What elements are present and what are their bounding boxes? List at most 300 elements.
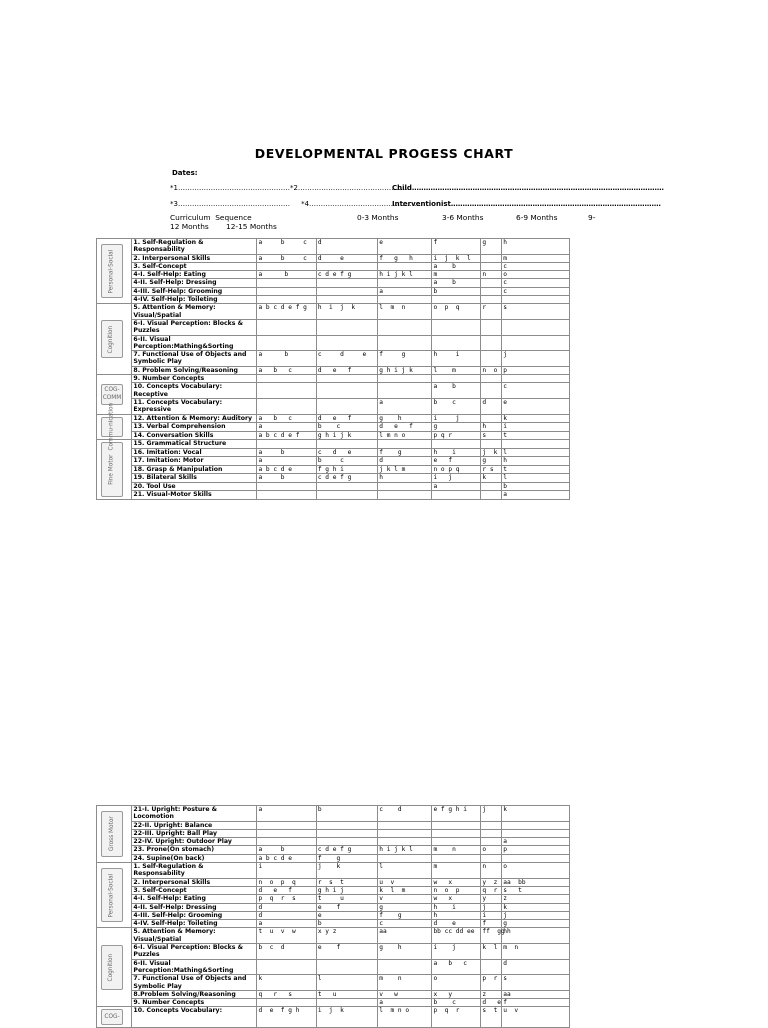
- progress-cell[interactable]: b: [316, 806, 377, 822]
- progress-cell[interactable]: l m n o: [378, 431, 432, 440]
- domain-cell: [97, 806, 132, 863]
- progress-cell[interactable]: f g h: [378, 254, 432, 262]
- progress-cell[interactable]: m n: [502, 944, 570, 960]
- table-row: [97, 383, 570, 399]
- progress-cell[interactable]: [378, 262, 432, 270]
- progress-cell[interactable]: [502, 319, 570, 335]
- progress-cell[interactable]: n o p: [432, 886, 481, 894]
- domain-label-text: Gross Motor: [108, 816, 115, 852]
- progress-cell[interactable]: d e f g h: [257, 1007, 316, 1028]
- progress-cell[interactable]: n o: [481, 366, 502, 374]
- progress-cell[interactable]: [481, 959, 502, 975]
- progress-cell[interactable]: f g: [378, 911, 432, 919]
- progress-cell[interactable]: y: [481, 895, 502, 903]
- progress-cell[interactable]: a b c d e: [257, 465, 316, 473]
- progress-cell[interactable]: [378, 959, 432, 975]
- progress-cell[interactable]: [316, 999, 377, 1007]
- progress-cell[interactable]: [378, 829, 432, 837]
- progress-cell[interactable]: [502, 375, 570, 383]
- progress-cell[interactable]: d: [502, 959, 570, 975]
- progress-cell[interactable]: x y z: [316, 928, 377, 944]
- progress-cell[interactable]: k: [502, 903, 570, 911]
- progress-cell[interactable]: [257, 375, 316, 383]
- progress-cell[interactable]: [481, 254, 502, 262]
- progress-cell[interactable]: v: [378, 895, 432, 903]
- progress-cell[interactable]: k l m: [378, 886, 432, 894]
- progress-cell[interactable]: [378, 482, 432, 490]
- progress-cell[interactable]: a b c: [257, 239, 316, 255]
- progress-cell[interactable]: a b: [432, 279, 481, 287]
- table-row: [97, 431, 570, 440]
- progress-cell[interactable]: y z: [481, 878, 502, 886]
- progress-cell[interactable]: [378, 854, 432, 862]
- progress-cell[interactable]: a: [378, 287, 432, 295]
- progress-cell[interactable]: t u: [316, 990, 377, 998]
- progress-cell[interactable]: n o p q: [257, 878, 316, 886]
- progress-cell[interactable]: hh: [502, 928, 570, 944]
- interventionist-field[interactable]: Interventionist………………………………………………………………………………: [392, 200, 661, 208]
- progress-cell[interactable]: a b c d e f: [257, 431, 316, 440]
- progress-cell[interactable]: aa: [502, 990, 570, 998]
- progress-cell[interactable]: l: [316, 975, 377, 991]
- progress-cell[interactable]: a: [378, 999, 432, 1007]
- progress-cell[interactable]: n: [481, 271, 502, 279]
- skill-label: 4-IV. Self-Help: Toileting: [132, 296, 257, 304]
- progress-cell[interactable]: d: [481, 398, 502, 414]
- progress-cell[interactable]: c: [378, 920, 432, 928]
- progress-cell[interactable]: [432, 375, 481, 383]
- progress-cell[interactable]: a b c d e: [257, 854, 316, 862]
- progress-cell[interactable]: j k: [481, 448, 502, 456]
- progress-cell[interactable]: [432, 821, 481, 829]
- progress-cell[interactable]: b c: [316, 457, 377, 465]
- progress-cell[interactable]: [316, 821, 377, 829]
- progress-cell[interactable]: i: [257, 863, 316, 879]
- progress-cell[interactable]: d e f: [316, 414, 377, 423]
- progress-cell[interactable]: b c: [316, 423, 377, 432]
- domain-cell: [97, 239, 132, 304]
- progress-cell[interactable]: i j: [432, 474, 481, 482]
- progress-cell[interactable]: h: [432, 911, 481, 919]
- progress-cell[interactable]: a: [257, 920, 316, 928]
- progress-cell[interactable]: g h: [378, 414, 432, 423]
- progress-cell[interactable]: [502, 829, 570, 837]
- progress-cell[interactable]: k l: [481, 944, 502, 960]
- progress-cell[interactable]: [432, 838, 481, 846]
- progress-cell[interactable]: o: [502, 271, 570, 279]
- progress-cell[interactable]: g h i j k: [378, 366, 432, 374]
- progress-cell[interactable]: a b c: [257, 254, 316, 262]
- progress-cell[interactable]: [481, 440, 502, 448]
- progress-cell[interactable]: l m: [432, 366, 481, 374]
- progress-cell[interactable]: t: [502, 431, 570, 440]
- progress-cell[interactable]: s t: [481, 1007, 502, 1028]
- progress-cell[interactable]: a b: [257, 448, 316, 456]
- progress-cell[interactable]: [502, 854, 570, 862]
- progress-cell[interactable]: [257, 287, 316, 295]
- progress-cell[interactable]: [432, 296, 481, 304]
- progress-cell[interactable]: i j: [432, 944, 481, 960]
- progress-cell[interactable]: [378, 838, 432, 846]
- progress-cell[interactable]: h: [502, 457, 570, 465]
- progress-cell[interactable]: u v: [502, 1007, 570, 1028]
- progress-cell[interactable]: l: [378, 863, 432, 879]
- progress-cell[interactable]: [481, 335, 502, 351]
- progress-cell[interactable]: n: [481, 863, 502, 879]
- progress-cell[interactable]: s: [502, 975, 570, 991]
- progress-cell[interactable]: f g: [378, 448, 432, 456]
- progress-cell[interactable]: a b: [257, 271, 316, 279]
- progress-cell[interactable]: q r s: [257, 990, 316, 998]
- progress-cell[interactable]: [481, 829, 502, 837]
- progress-cell[interactable]: d e: [482, 999, 502, 1007]
- progress-cell[interactable]: ff gg: [481, 928, 502, 944]
- progress-cell[interactable]: s: [481, 431, 502, 440]
- progress-cell[interactable]: [481, 279, 502, 287]
- progress-cell[interactable]: [316, 440, 377, 448]
- progress-cell[interactable]: d e: [432, 920, 481, 928]
- progress-cell[interactable]: [257, 838, 316, 846]
- progress-cell[interactable]: b c: [432, 398, 481, 414]
- progress-cell[interactable]: [502, 335, 570, 351]
- progress-cell[interactable]: e: [378, 239, 432, 255]
- domain-cell: [97, 403, 132, 451]
- progress-cell[interactable]: k: [481, 474, 502, 482]
- progress-cell[interactable]: m: [432, 271, 481, 279]
- progress-cell[interactable]: [481, 821, 502, 829]
- progress-cell[interactable]: [316, 375, 377, 383]
- progress-cell[interactable]: i: [502, 423, 570, 432]
- progress-cell[interactable]: [481, 287, 502, 295]
- progress-cell[interactable]: w x: [432, 895, 481, 903]
- progress-cell[interactable]: a b c: [257, 414, 316, 423]
- progress-cell[interactable]: [316, 491, 377, 499]
- progress-cell[interactable]: g: [502, 920, 570, 928]
- progress-cell[interactable]: [316, 838, 377, 846]
- progress-cell[interactable]: c d: [378, 806, 432, 822]
- progress-cell[interactable]: a: [502, 838, 570, 846]
- progress-cell[interactable]: [378, 821, 432, 829]
- progress-cell[interactable]: [257, 482, 316, 490]
- progress-cell[interactable]: [502, 296, 570, 304]
- child-field[interactable]: Child………………………………………………………………………………………………: [392, 184, 664, 192]
- progress-cell[interactable]: [257, 279, 316, 287]
- progress-cell[interactable]: j: [502, 911, 570, 919]
- progress-cell[interactable]: [257, 491, 316, 499]
- progress-cell[interactable]: k: [257, 975, 316, 991]
- progress-cell[interactable]: [432, 319, 481, 335]
- table-row: [97, 854, 570, 862]
- progress-cell[interactable]: [257, 335, 316, 351]
- progress-cell[interactable]: z: [481, 990, 502, 998]
- progress-cell[interactable]: [257, 319, 316, 335]
- progress-cell[interactable]: x y: [432, 990, 481, 998]
- progress-cell[interactable]: f: [481, 920, 502, 928]
- progress-cell[interactable]: [316, 287, 377, 295]
- progress-cell[interactable]: l: [502, 474, 570, 482]
- progress-cell[interactable]: o: [481, 846, 502, 854]
- progress-cell[interactable]: c d e: [316, 351, 377, 367]
- progress-cell[interactable]: k: [502, 414, 570, 423]
- progress-cell[interactable]: a b: [257, 846, 316, 854]
- progress-cell[interactable]: c d e: [316, 448, 377, 456]
- domain-cell: [97, 304, 132, 375]
- progress-cell[interactable]: g h i j k: [316, 431, 377, 440]
- progress-cell[interactable]: [257, 821, 316, 829]
- table-row: [97, 423, 570, 432]
- progress-cell[interactable]: [257, 296, 316, 304]
- date-line-1-2[interactable]: *1…………………………………………*2…………………………………………: [170, 184, 410, 192]
- domain-label-text: Commu-nication: [108, 403, 115, 451]
- progress-cell[interactable]: j: [502, 351, 570, 367]
- progress-cell[interactable]: a b c: [432, 959, 481, 975]
- progress-cell[interactable]: [432, 854, 481, 862]
- progress-cell[interactable]: f g: [378, 351, 432, 367]
- progress-cell[interactable]: [316, 398, 377, 414]
- progress-cell[interactable]: i j k l: [432, 254, 481, 262]
- progress-cell[interactable]: p: [502, 846, 570, 854]
- skill-label: 4-I. Self-Help: Eating: [132, 895, 257, 903]
- progress-cell[interactable]: [316, 959, 377, 975]
- progress-cell[interactable]: [481, 491, 502, 499]
- progress-cell[interactable]: a: [257, 806, 316, 822]
- progress-cell[interactable]: c d e f g: [316, 474, 377, 482]
- progress-cell[interactable]: g: [481, 457, 502, 465]
- progress-cell[interactable]: a b: [432, 383, 481, 399]
- progress-cell[interactable]: j: [481, 903, 502, 911]
- progress-cell[interactable]: [378, 375, 432, 383]
- progress-cell[interactable]: c d e f g: [316, 271, 377, 279]
- progress-cell[interactable]: g: [378, 903, 432, 911]
- progress-cell[interactable]: b c d: [257, 944, 316, 960]
- progress-cell[interactable]: e f: [316, 903, 377, 911]
- progress-cell[interactable]: a: [257, 457, 316, 465]
- progress-cell[interactable]: j k: [316, 863, 377, 879]
- progress-cell[interactable]: h i j k: [316, 304, 377, 320]
- progress-cell[interactable]: i j k: [316, 1007, 377, 1028]
- progress-cell[interactable]: [257, 383, 316, 399]
- progress-cell[interactable]: b: [502, 482, 570, 490]
- progress-cell[interactable]: g h: [378, 944, 432, 960]
- progress-cell[interactable]: [502, 440, 570, 448]
- table-row: [97, 863, 570, 879]
- progress-cell[interactable]: o: [432, 975, 481, 991]
- progress-cell[interactable]: h: [502, 239, 570, 255]
- progress-cell[interactable]: m n: [432, 846, 481, 854]
- progress-cell[interactable]: a b: [257, 474, 316, 482]
- progress-cell[interactable]: [316, 482, 377, 490]
- progress-cell[interactable]: [378, 383, 432, 399]
- progress-cell[interactable]: h: [481, 423, 502, 432]
- progress-cell[interactable]: p r: [481, 975, 502, 991]
- progress-cell[interactable]: e: [502, 398, 570, 414]
- progress-cell[interactable]: [316, 279, 377, 287]
- domain-label: [101, 244, 123, 298]
- progress-cell[interactable]: i j: [432, 414, 481, 423]
- progress-cell[interactable]: [432, 829, 481, 837]
- progress-cell[interactable]: a b c: [257, 366, 316, 374]
- progress-cell[interactable]: b: [316, 920, 377, 928]
- progress-cell[interactable]: [257, 440, 316, 448]
- progress-cell[interactable]: [481, 375, 502, 383]
- progress-cell[interactable]: z: [502, 895, 570, 903]
- table-row: [97, 838, 570, 846]
- progress-cell[interactable]: a: [502, 491, 570, 499]
- progress-cell[interactable]: [432, 440, 481, 448]
- progress-cell[interactable]: [316, 829, 377, 837]
- progress-cell[interactable]: [481, 296, 502, 304]
- progress-cell[interactable]: [257, 999, 316, 1007]
- progress-cell[interactable]: [316, 296, 377, 304]
- progress-cell[interactable]: r s: [481, 465, 502, 473]
- progress-cell[interactable]: h i: [432, 448, 481, 456]
- progress-cell[interactable]: a b: [257, 351, 316, 367]
- progress-cell[interactable]: m: [432, 863, 481, 879]
- progress-cell[interactable]: h i j k l: [378, 271, 432, 279]
- progress-cell[interactable]: [481, 482, 502, 490]
- progress-cell[interactable]: j k l m: [378, 465, 432, 473]
- progress-cell[interactable]: d e f: [378, 423, 432, 432]
- progress-cell[interactable]: t: [502, 465, 570, 473]
- progress-cell[interactable]: c d e f g: [316, 846, 377, 854]
- progress-cell[interactable]: d e: [316, 254, 377, 262]
- progress-cell[interactable]: [378, 491, 432, 499]
- progress-cell[interactable]: b c: [432, 999, 481, 1007]
- table-row: [97, 846, 570, 854]
- progress-cell[interactable]: [316, 262, 377, 270]
- progress-cell[interactable]: o p q: [432, 304, 481, 320]
- skill-label: 10. Concepts Vocabulary: Receptive: [132, 383, 257, 399]
- progress-cell[interactable]: [481, 383, 502, 399]
- date-line-3-4[interactable]: *3………………………………………… *4…………………………………………: [170, 200, 422, 208]
- table-row: [97, 304, 570, 320]
- progress-cell[interactable]: d e f: [316, 366, 377, 374]
- progress-cell[interactable]: b: [432, 287, 481, 295]
- progress-cell[interactable]: [378, 296, 432, 304]
- domain-label: [101, 945, 123, 991]
- progress-cell[interactable]: [378, 335, 432, 351]
- progress-cell[interactable]: aa bb: [502, 878, 570, 886]
- progress-cell[interactable]: a: [378, 398, 432, 414]
- progress-cell[interactable]: d: [378, 457, 432, 465]
- progress-cell[interactable]: u v: [378, 878, 432, 886]
- progress-cell[interactable]: m n: [378, 975, 432, 991]
- progress-cell[interactable]: e f: [316, 944, 377, 960]
- progress-cell[interactable]: e f g h i: [432, 806, 481, 822]
- progress-cell[interactable]: c: [502, 279, 570, 287]
- progress-cell[interactable]: bb cc dd ee: [432, 928, 481, 944]
- progress-cell[interactable]: [257, 398, 316, 414]
- skill-label: 8. Problem Solving/Reasoning: [132, 366, 257, 374]
- progress-cell[interactable]: t u: [316, 895, 377, 903]
- progress-cell[interactable]: d: [316, 239, 377, 255]
- skill-label: 12. Attention & Memory: Auditory: [132, 414, 257, 423]
- progress-cell[interactable]: s t: [502, 886, 570, 894]
- progress-cell[interactable]: [481, 262, 502, 270]
- progress-cell[interactable]: [481, 319, 502, 335]
- skill-label: 1. Self-Regulation & Responsability: [132, 863, 257, 879]
- progress-cell[interactable]: d: [257, 911, 316, 919]
- progress-cell[interactable]: [257, 959, 316, 975]
- progress-cell[interactable]: w x: [432, 878, 481, 886]
- progress-cell[interactable]: d e f: [257, 886, 316, 894]
- progress-cell[interactable]: aa: [378, 928, 432, 944]
- progress-cell[interactable]: [432, 491, 481, 499]
- progress-cell[interactable]: n o p q: [432, 465, 481, 473]
- progress-cell[interactable]: v w: [378, 990, 432, 998]
- skill-label: 20. Tool Use: [132, 482, 257, 490]
- progress-cell[interactable]: [432, 335, 481, 351]
- progress-cell[interactable]: a b c d e f g: [257, 304, 316, 320]
- progress-cell[interactable]: o: [502, 863, 570, 879]
- progress-cell[interactable]: e: [316, 911, 377, 919]
- progress-cell[interactable]: [481, 838, 502, 846]
- progress-cell[interactable]: [378, 319, 432, 335]
- progress-cell[interactable]: p: [502, 366, 570, 374]
- progress-cell[interactable]: [257, 829, 316, 837]
- progress-cell[interactable]: c: [502, 262, 570, 270]
- progress-cell[interactable]: [316, 335, 377, 351]
- progress-cell[interactable]: [378, 440, 432, 448]
- progress-cell[interactable]: a b: [432, 262, 481, 270]
- progress-cell[interactable]: h i j k l: [378, 846, 432, 854]
- progress-cell[interactable]: p q r: [432, 431, 481, 440]
- progress-cell[interactable]: f g: [316, 854, 377, 862]
- progress-cell[interactable]: c: [502, 383, 570, 399]
- progress-cell[interactable]: r s t: [316, 878, 377, 886]
- progress-cell[interactable]: l m n: [378, 304, 432, 320]
- progress-cell[interactable]: i: [481, 911, 502, 919]
- progress-cell[interactable]: q r: [481, 886, 502, 894]
- progress-cell[interactable]: h i: [432, 903, 481, 911]
- progress-cell[interactable]: [316, 319, 377, 335]
- progress-cell[interactable]: [378, 279, 432, 287]
- progress-cell[interactable]: m: [502, 254, 570, 262]
- progress-cell[interactable]: [502, 821, 570, 829]
- progress-cell[interactable]: f g h i: [316, 465, 377, 473]
- progress-cell[interactable]: r: [481, 304, 502, 320]
- progress-cell[interactable]: [316, 383, 377, 399]
- progress-cell[interactable]: h i: [432, 351, 481, 367]
- progress-cell[interactable]: p q r: [432, 1007, 481, 1028]
- progress-table-2: [96, 805, 570, 1028]
- progress-cell[interactable]: f: [502, 999, 570, 1007]
- skill-label: 13. Verbal Comprehension: [132, 423, 257, 432]
- progress-cell[interactable]: e f: [432, 457, 481, 465]
- progress-cell[interactable]: f: [432, 239, 481, 255]
- progress-cell[interactable]: [481, 854, 502, 862]
- progress-cell[interactable]: l: [502, 448, 570, 456]
- progress-cell[interactable]: c: [502, 287, 570, 295]
- progress-cell[interactable]: d: [257, 903, 316, 911]
- progress-cell[interactable]: t u v w: [257, 928, 316, 944]
- progress-cell[interactable]: [257, 262, 316, 270]
- progress-cell[interactable]: a: [257, 423, 316, 432]
- progress-cell[interactable]: g: [481, 239, 502, 255]
- progress-cell[interactable]: k: [502, 806, 570, 822]
- progress-cell[interactable]: h: [378, 474, 432, 482]
- progress-cell[interactable]: p q r s: [257, 895, 316, 903]
- progress-cell[interactable]: l m n o: [378, 1007, 432, 1028]
- progress-cell[interactable]: a: [432, 482, 481, 490]
- progress-cell[interactable]: [481, 351, 502, 367]
- progress-cell[interactable]: [481, 414, 502, 423]
- progress-cell[interactable]: g: [432, 423, 481, 432]
- progress-cell[interactable]: s: [502, 304, 570, 320]
- table-row: [97, 928, 570, 944]
- progress-cell[interactable]: g h i j: [316, 886, 377, 894]
- progress-cell[interactable]: j: [481, 806, 502, 822]
